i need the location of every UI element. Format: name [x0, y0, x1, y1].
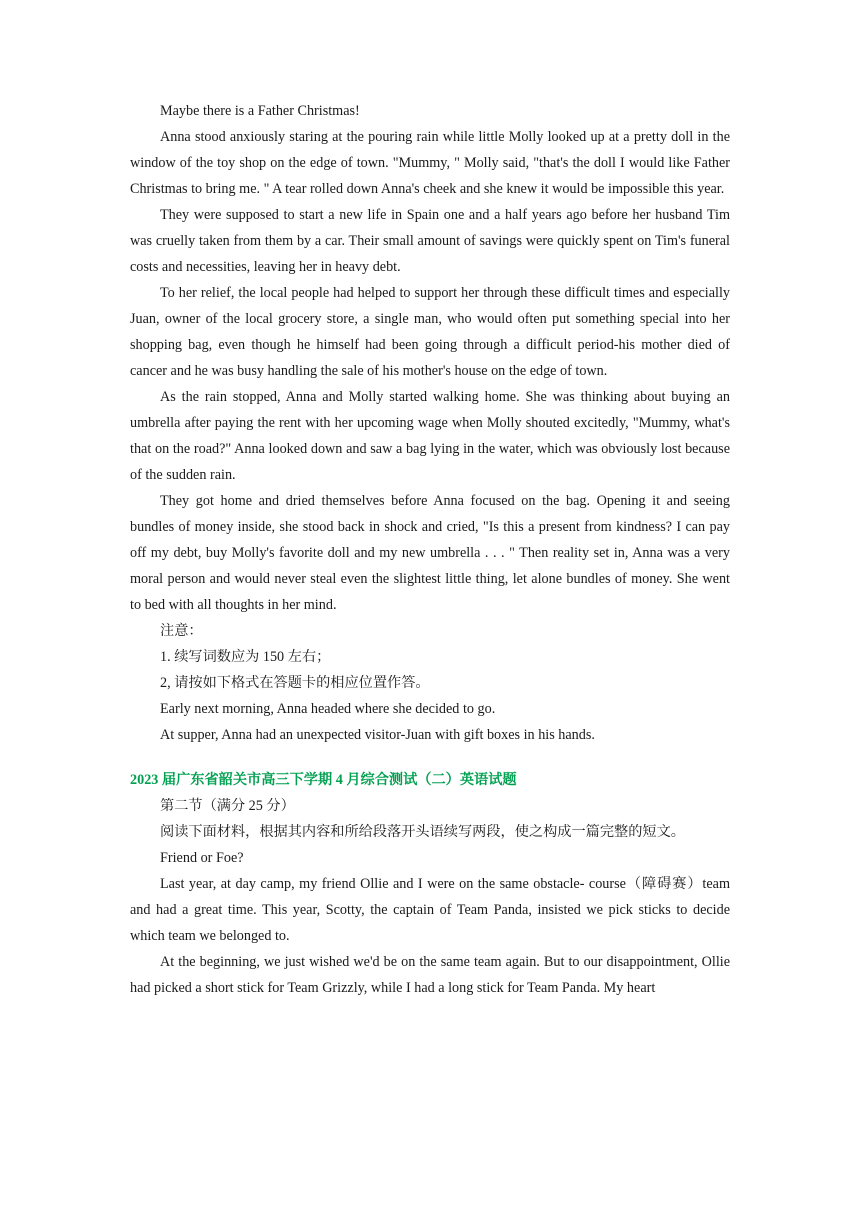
continuation-prompt-1: Early next morning, Anna headed where she decided to go. — [160, 701, 496, 717]
continuation-prompt-2: At supper, Anna had an unexpected visitor-Juan with gift boxes in his hands. — [160, 727, 595, 743]
document-page — [130, 98, 730, 1001]
exam-heading: 2023 届广东省韶关市高三下学期 4 月综合测试（二）英语试题 — [130, 772, 517, 788]
story-paragraph-2: They were supposed to start a new life in Spain one and a half years ago before her husband Tim was cruelly taken from them by a car. Their small amount of savings were quickly spent on Tim's funeral costs and necessities, leaving her in heavy debt. — [130, 207, 730, 275]
section-part-label: 第二节（满分 25 分） — [160, 798, 295, 814]
note-label: 注意： — [160, 623, 203, 639]
story-title: Maybe there is a Father Christmas! — [160, 103, 360, 119]
note-item-2: 2, 请按如下格式在答题卡的相应位置作答。 — [160, 675, 430, 691]
story-paragraph-3: To her relief, the local people had helped to support her through these difficult times and especially Juan, owner of the local grocery store, a single man, who would often put something special into her shopping bag, even though he himself had been going through a difficult period-his mother died of cancer and he was busy handling the sale of his mother's house on the edge of town. — [130, 285, 730, 379]
note-item-1: 1. 续写词数应为 150 左右； — [160, 649, 331, 665]
story-paragraph-5: They got home and dried themselves before Anna focused on the bag. Opening it and seeing bundles of money inside, she stood back in shock and cried, "Is this a present from kindness? I can pay off my debt, buy Molly's favorite doll and my new umbrella . . . " Then reality set in, Anna was a very moral person and would never steal even the slightest little thing, let alone bundles of money. She went to bed with all thoughts in her mind. — [130, 493, 730, 613]
story-paragraph-4: As the rain stopped, Anna and Molly started walking home. She was thinking about buying an umbrella after paying the rent with her upcoming wage when Molly shouted excitedly, "Mummy, what's that on the road?" Anna looked down and saw a bag lying in the water, which was obviously lost because of the sudden rain. — [130, 389, 730, 483]
story2-paragraph-1: Last year, at day camp, my friend Ollie and I were on the same obstacle- course（障碍赛）team and had a great time. This year, Scotty, the captain of Team Panda, insisted we pick sticks to decide which team we belonged to. — [130, 876, 730, 944]
section-instruction: 阅读下面材料，根据其内容和所给段落开头语续写两段，使之构成一篇完整的短文。 — [160, 824, 685, 840]
story2-paragraph-2: At the beginning, we just wished we'd be on the same team again. But to our disappointment, Ollie had picked a short stick for Team Grizzly, while I had a long stick for Team Panda. My heart — [130, 954, 730, 996]
story-paragraph-1: Anna stood anxiously staring at the pouring rain while little Molly looked up at a pretty doll in the window of the toy shop on the edge of town. "Mummy, " Molly said, "that's the doll I would like Father Christmas to bring me. " A tear rolled down Anna's cheek and she knew it would be impossible this year. — [130, 129, 730, 197]
section-gap — [130, 748, 730, 767]
story2-title: Friend or Foe? — [160, 850, 244, 866]
